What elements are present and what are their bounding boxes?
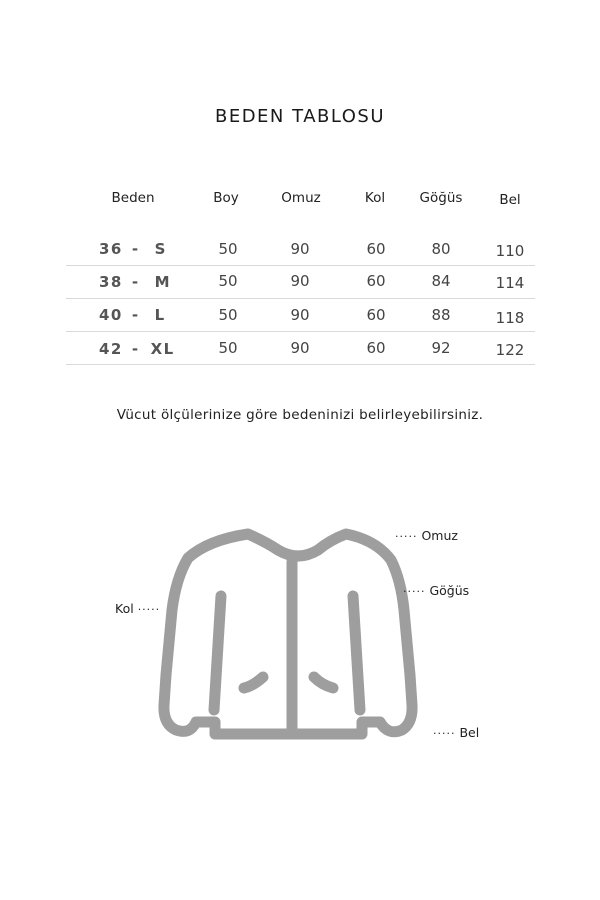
row-divider — [66, 265, 535, 266]
label-kol: Kol ····· — [115, 601, 161, 616]
cell-kol: 60 — [366, 306, 386, 324]
cell-gogus: 84 — [431, 272, 451, 290]
cell-kol: 60 — [366, 339, 386, 357]
cell-omuz: 90 — [290, 240, 310, 258]
cell-bel: 118 — [495, 309, 525, 327]
label-bel: ····· Bel — [433, 725, 480, 740]
size-label: 36 - S — [99, 240, 167, 258]
header-boy: Boy — [213, 190, 239, 206]
header-kol: Kol — [364, 190, 386, 206]
header-omuz: Omuz — [281, 190, 321, 206]
cell-gogus: 92 — [431, 339, 451, 357]
header-bel: Bel — [499, 192, 521, 208]
cell-omuz: 90 — [290, 339, 310, 357]
page-title: BEDEN TABLOSU — [214, 106, 386, 127]
cell-omuz: 90 — [290, 272, 310, 290]
cell-omuz: 90 — [290, 306, 310, 324]
row-divider — [66, 364, 535, 365]
size-label: 38 - M — [99, 273, 172, 291]
cell-boy: 50 — [218, 306, 238, 324]
cell-boy: 50 — [218, 339, 238, 357]
cell-gogus: 88 — [431, 306, 451, 324]
row-divider — [66, 298, 535, 299]
size-note: Vücut ölçülerinize göre bedeninizi belirleyebilirsiniz. — [116, 407, 484, 423]
cell-kol: 60 — [366, 272, 386, 290]
cardigan-icon — [0, 500, 600, 760]
cell-kol: 60 — [366, 240, 386, 258]
header-gogus: Göğüs — [419, 190, 463, 206]
cell-bel: 110 — [495, 242, 525, 260]
label-gogus: ····· Göğüs — [403, 583, 470, 598]
cell-boy: 50 — [218, 240, 238, 258]
cell-bel: 122 — [495, 341, 525, 359]
cell-bel: 114 — [495, 274, 525, 292]
size-label: 42 - XL — [99, 340, 175, 358]
size-label: 40 - L — [99, 306, 166, 324]
cell-gogus: 80 — [431, 240, 451, 258]
row-divider — [66, 331, 535, 332]
label-omuz: ····· Omuz — [395, 528, 458, 543]
cell-boy: 50 — [218, 272, 238, 290]
header-beden: Beden — [111, 190, 155, 206]
